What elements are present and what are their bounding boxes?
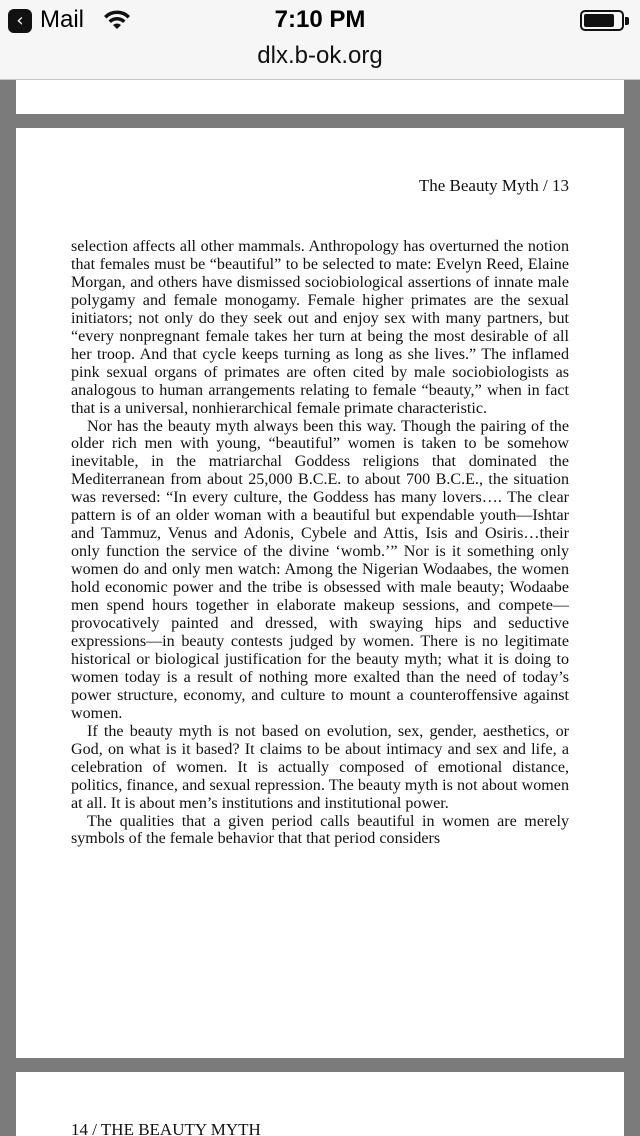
next-page (16, 1072, 624, 1136)
paragraph: The qualities that a given period calls beautiful in women are merely symbols of the female behavior that that period considers (71, 812, 569, 848)
status-bar (0, 0, 640, 40)
paragraph: Nor has the beauty myth always been this way. Though the pairing of the older rich men with young, “beautiful” women is taken to be somehow inevitable, in the matriarchal Goddess religions that dominated the Mediterranean from about 25,000 B.C.E. to about 700 B.C.E., the situation was reversed: “In every culture, the Goddess has many lovers…. The clear pattern is of an older woman with a beautiful but expendable youth—Ishtar and Tammuz, Venus and Adonis, Cybele and Attis, Isis and Osiris…their only function the service of the divine ‘womb.’” Nor is it something only women do and only men watch: Among the Nigerian Wodaabes, the women hold economic power and the tribe is obsessed with male beauty; Wodaabe men spend hours together in elaborate makeup sessions, and compete—provocatively painted and dressed, with swaying hips and seductive expressions—in beauty contests judged by women. There is no legitimate historical or biological justification for the beauty myth; what it is doing to women today is a result of nothing more exalted than the need of today’s power structure, economy, and culture to mount a counteroffensive against women. (71, 417, 569, 722)
document-page (16, 128, 624, 1058)
page-running-head: The Beauty Myth / 13 (418, 176, 569, 195)
status-time: 7:10 PM (274, 6, 366, 33)
paragraph: selection affects all other mammals. Anthropology has overturned the notion that females must be “beautiful” to be selected to mate: Evelyn Reed, Elaine Morgan, and others have dismissed sociobiological assertions of innate male polygamy and female monogamy. Female higher primates are the sexual initiators; not only do they seek out and enjoy sex with many partners, but “every nonpregnant female takes her turn at being the most desirable of all her troop. And that cycle keeps turning as long as she lives.” The inflamed pink sexual organs of primates are often cited by male sociobiologists as analogous to human arrangements relating to female “beauty,” when in fact that is a universal, nonhierarchical female primate characteristic. (71, 238, 569, 417)
browser-top-bar (0, 0, 640, 80)
battery-icon (580, 10, 624, 31)
next-page-running-head: 14 / THE BEAUTY MYTH (71, 1120, 261, 1136)
previous-page (16, 80, 624, 114)
back-to-app-label[interactable]: Mail (40, 6, 85, 33)
address-bar-url[interactable]: dlx.b-ok.org (257, 42, 383, 69)
paragraph: If the beauty myth is not based on evolution, sex, gender, aesthetics, or God, on what is it based? It claims to be about intimacy and sex and life, a celebration of women. It is actually composed of emotional distance, politics, finance, and sexual repression. The beauty myth is not about women at all. It is about men’s institutions and institutional power. (71, 722, 569, 812)
back-to-app-icon[interactable]: ‹ (8, 9, 32, 33)
page-body (71, 238, 569, 848)
